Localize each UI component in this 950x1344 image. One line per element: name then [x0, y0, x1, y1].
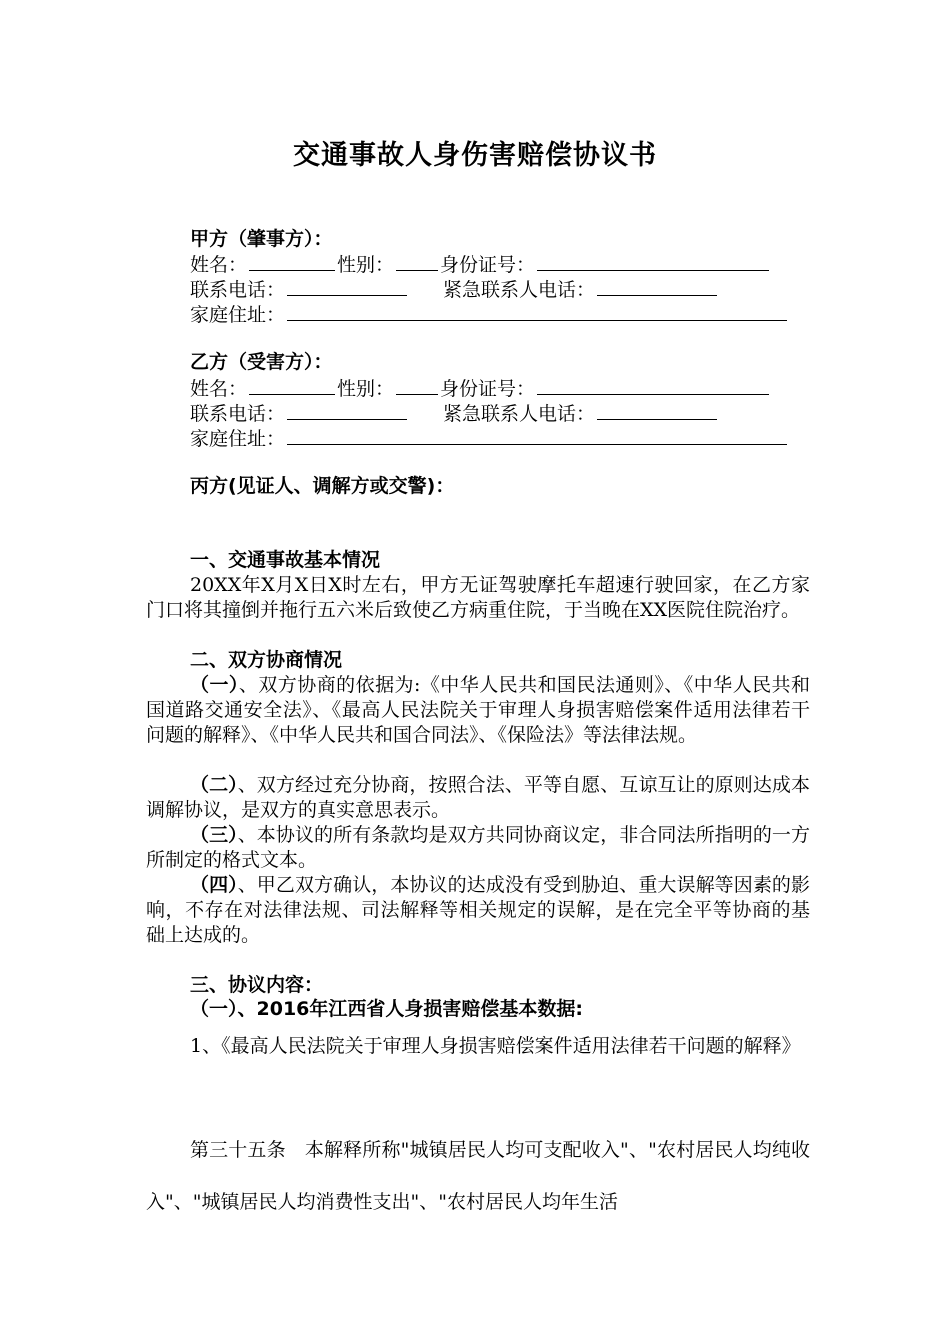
party-a-name-field[interactable] — [249, 251, 335, 271]
party-a-phone-label: 联系电话： — [190, 279, 286, 301]
party-a-address-field[interactable] — [287, 301, 787, 321]
item-1-label: （一） — [190, 674, 239, 696]
party-b-name-label: 姓名： — [190, 378, 248, 400]
item-1-text: 、双方协商的依据为:《中华人民共和国民法通则》、《中华人民共和国道路交通安全法》、《最高人民法院关于审理人身损害赔偿案件适用法律若干问题的解释》、《中华人民共和国合同法》、《保险法》等法律法规。 — [146, 674, 810, 746]
party-b-phone-field[interactable] — [287, 400, 407, 420]
party-a-gender-label: 性别： — [337, 254, 395, 276]
section-1-text: 20XX年X月X日X时左右，甲方无证驾驶摩托车超速行驶回家，在乙方家门口将其撞倒并拖行五六米后致使乙方病重住院，于当晚在XX医院住院治疗。 — [146, 574, 810, 621]
party-b-gender-field[interactable] — [396, 375, 438, 395]
party-b-heading: 乙方（受害方）： — [190, 351, 333, 373]
party-b-emergency-field[interactable] — [597, 400, 717, 420]
party-a-gender-field[interactable] — [396, 251, 438, 271]
section-3-heading: 三、协议内容： — [190, 974, 324, 996]
section-3-para-1: 1、《最高人民法院关于审理人身损害赔偿案件适用法律若干问题的解释》 — [190, 1035, 801, 1057]
party-b-address-label: 家庭住址： — [190, 428, 286, 450]
party-b-id-field[interactable] — [537, 375, 769, 395]
party-b-gender-label: 性别： — [337, 378, 395, 400]
party-a-emergency-label: 紧急联系人电话： — [443, 279, 596, 301]
party-a-row-1 — [190, 251, 771, 276]
document-title: 交通事故人身伤害赔偿协议书 — [293, 140, 657, 171]
section-2-item-2 — [146, 773, 810, 823]
party-c-heading: 丙方(见证人、调解方或交警)： — [190, 475, 455, 497]
section-1-heading: 一、交通事故基本情况 — [190, 549, 381, 571]
party-a-id-field[interactable] — [537, 251, 769, 271]
item-4-text: 、甲乙双方确认，本协议的达成没有受到胁迫、重大误解等因素的影响，不存在对法律法规、司法解释等相关规定的误解，是在完全平等协商的基础上达成的。 — [146, 874, 810, 946]
section-2-item-4 — [146, 873, 810, 948]
party-b-id-label: 身份证号： — [440, 378, 536, 400]
party-b-name-field[interactable] — [249, 375, 335, 395]
section-3-para-2: 第三十五条 本解释所称"城镇居民人均可支配收入"、"农村居民人均纯收入"、"城镇居民人均消费性支出"、"农村居民人均年生活 — [146, 1139, 810, 1213]
party-b-row-3 — [190, 425, 789, 450]
party-a-id-label: 身份证号： — [440, 254, 536, 276]
section-2-item-1 — [146, 673, 810, 748]
party-b-row-2 — [190, 400, 719, 425]
party-a-row-2 — [190, 276, 719, 301]
party-a-phone-field[interactable] — [287, 276, 407, 296]
item-2-text: 、双方经过充分协商，按照合法、平等自愿、互谅互让的原则达成本调解协议，是双方的真实意思表示。 — [146, 774, 810, 821]
section-3-subheading: （一）、2016年江西省人身损害赔偿基本数据: — [190, 998, 583, 1020]
party-b-phone-label: 联系电话： — [190, 403, 286, 425]
party-a-name-label: 姓名： — [190, 254, 248, 276]
item-3-label: （三） — [190, 824, 238, 846]
party-a-emergency-field[interactable] — [597, 276, 717, 296]
section-2-item-3 — [146, 823, 810, 873]
party-b-row-1 — [190, 375, 771, 400]
party-b-address-field[interactable] — [287, 425, 787, 445]
item-2-label: （二） — [190, 774, 238, 796]
item-4-label: （四） — [190, 874, 238, 896]
party-b-emergency-label: 紧急联系人电话： — [443, 403, 596, 425]
section-2-heading: 二、双方协商情况 — [190, 649, 343, 671]
party-a-row-3 — [190, 301, 789, 326]
party-a-heading: 甲方（肇事方）： — [190, 228, 333, 250]
item-3-text: 、本协议的所有条款均是双方共同协商议定，非合同法所指明的一方所制定的格式文本。 — [146, 824, 810, 871]
party-a-address-label: 家庭住址： — [190, 304, 286, 326]
